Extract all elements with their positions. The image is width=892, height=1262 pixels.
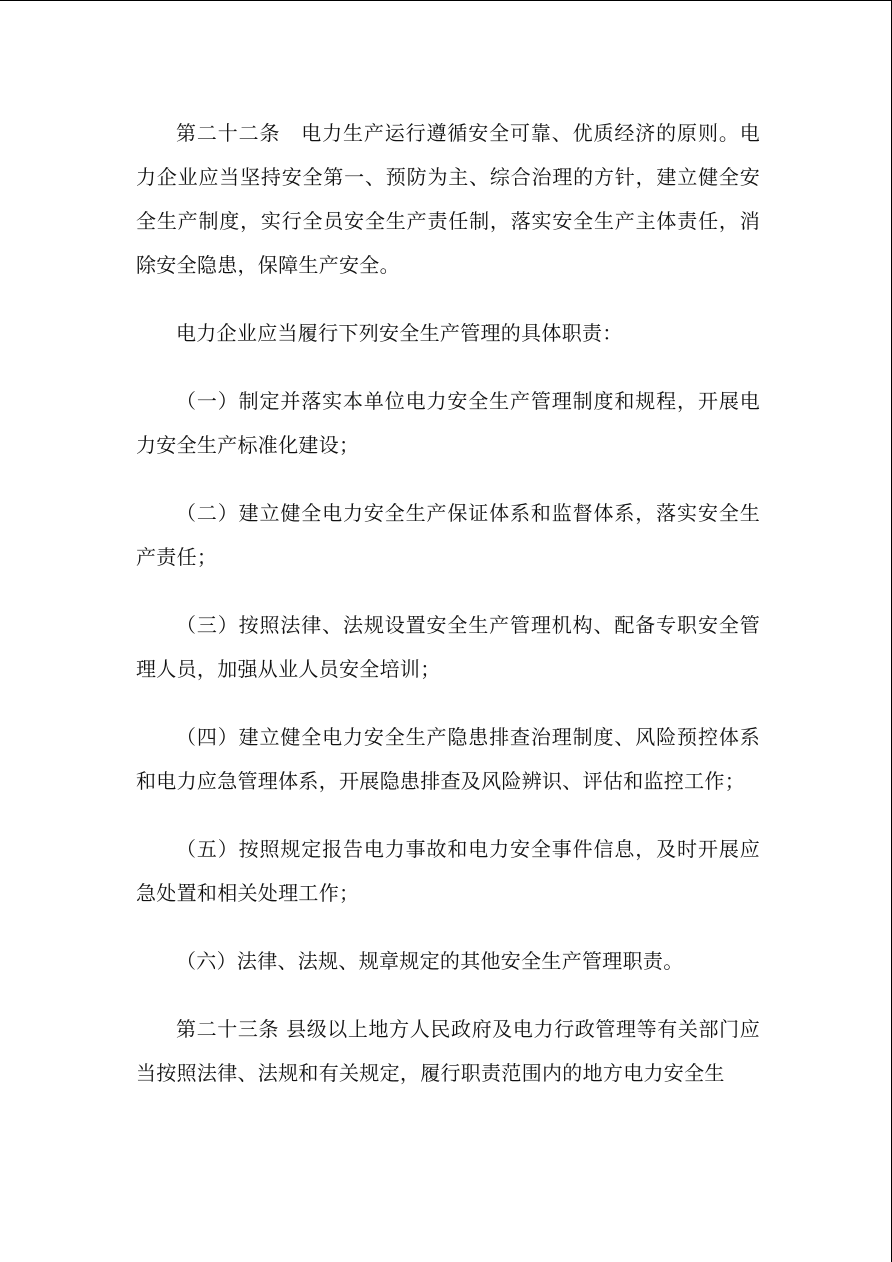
duty-item-3: （三）按照法律、法规设置安全生产管理机构、配备专职安全管理人员，加强从业人员安全培训； bbox=[136, 613, 760, 681]
duty-item-6: （六）法律、法规、规章规定的其他安全生产管理职责。 bbox=[176, 949, 684, 973]
document-body bbox=[136, 111, 760, 1119]
duty-item-4: （四）建立健全电力安全生产隐患排查治理制度、风险预控体系和电力应急管理体系，开展隐患排查及风险辨识、评估和监控工作； bbox=[136, 725, 760, 793]
duty-item-1: （一）制定并落实本单位电力安全生产管理制度和规程，开展电力安全生产标准化建设； bbox=[136, 389, 760, 457]
article-23-paragraph: 第二十三条 县级以上地方人民政府及电力行政管理等有关部门应当按照法律、法规和有关规定，履行职责范围内的地方电力安全生 bbox=[136, 1017, 760, 1085]
duty-item-2: （二）建立健全电力安全生产保证体系和监督体系，落实安全生产责任； bbox=[136, 501, 760, 569]
duty-item-5: （五）按照规定报告电力事故和电力安全事件信息，及时开展应急处置和相关处理工作； bbox=[136, 837, 760, 905]
article-22-paragraph: 第二十二条 电力生产运行遵循安全可靠、优质经济的原则。电力企业应当坚持安全第一、预防为主、综合治理的方针，建立健全安全生产制度，实行全员安全生产责任制，落实安全生产主体责任，消除安全隐患，保障生产安全。 bbox=[136, 121, 760, 277]
duties-intro-paragraph: 电力企业应当履行下列安全生产管理的具体职责： bbox=[176, 321, 623, 345]
